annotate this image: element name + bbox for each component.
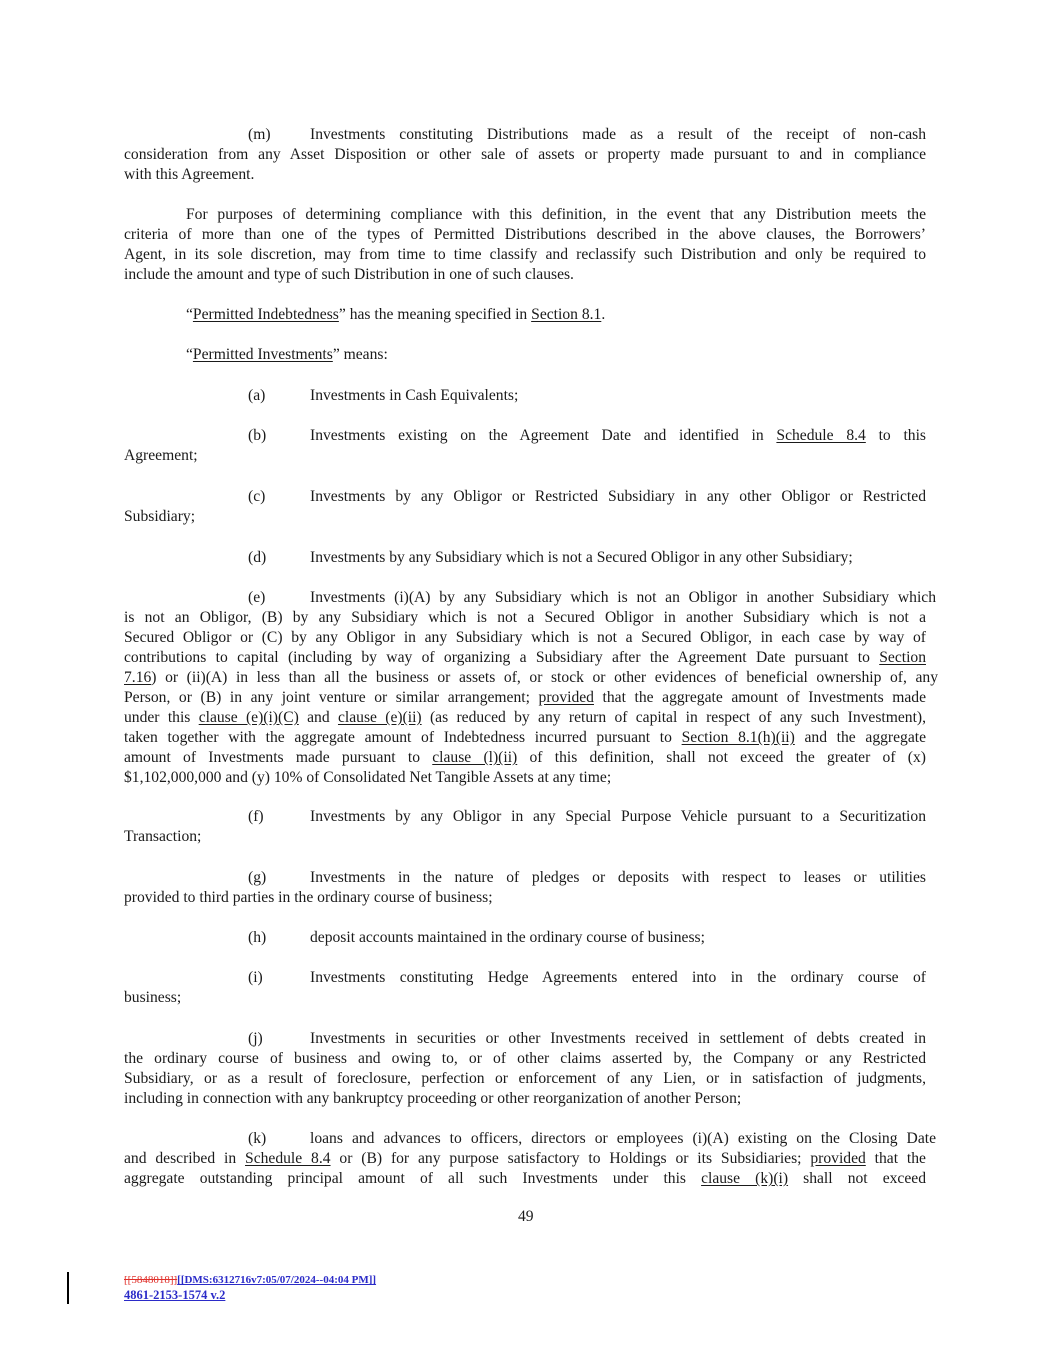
text: of this definition, shall not exceed the greater of (x): [517, 749, 926, 766]
inserted-doc-id: [[DMS:6312716v7:05/07/2024--04:04 PM]]: [177, 1274, 377, 1286]
defined-term: Permitted Investments: [192, 346, 333, 363]
text: and: [298, 709, 338, 726]
text: under this: [124, 709, 199, 726]
text: and described in: [124, 1150, 246, 1167]
text: amount of Investments made pursuant to: [124, 749, 433, 766]
footer-doc-id: [124, 1274, 376, 1286]
item-f-text: Investments by any Obligor in any Special Purpose Vehicle pursuant to a Securitization: [310, 808, 926, 825]
item-i-text: Investments constituting Hedge Agreements entered into in the ordinary course of: [310, 969, 926, 986]
deleted-doc-id: [[5848018]]: [124, 1274, 178, 1286]
schedule-reference[interactable]: Schedule 8.4: [245, 1150, 331, 1167]
provided-term: provided: [538, 689, 594, 706]
item-m-line: consideration from any Asset Disposition or other sale of assets or property made pursuant to and in compliance: [124, 146, 926, 163]
item-i-continuation: business;: [124, 989, 182, 1006]
item-c-label: (c): [248, 488, 266, 505]
permitted-investments-definition: [186, 345, 388, 365]
item-m-line: Investments constituting Distributions made as a result of the receipt of non-cash: [310, 126, 926, 143]
text: ) or (ii)(A) in less than all the business or assets of, or stock or other evidences of beneficial ownership of, any: [151, 669, 938, 686]
item-h-label: (h): [248, 929, 267, 946]
item-a-label: (a): [248, 387, 266, 404]
item-c-text: Investments by any Obligor or Restricted Subsidiary in any other Obligor or Restricted: [310, 488, 926, 505]
item-e-line: [124, 688, 926, 708]
item-f-label: (f): [248, 808, 264, 825]
defined-term: Permitted Indebtedness: [192, 306, 339, 323]
text: that the aggregate amount of Investments made: [593, 689, 926, 706]
text: Investments existing on the Agreement Date and identified in: [310, 427, 777, 444]
item-d-text: Investments by any Subsidiary which is not a Secured Obligor in any other Subsidiary;: [310, 549, 853, 566]
item-e-line: is not an Obligor, (B) by any Subsidiary which is not a Secured Obligor in another Subsidiary which is not a: [124, 609, 926, 626]
item-i-label: (i): [248, 969, 263, 986]
item-d-label: (d): [248, 549, 267, 566]
section-reference[interactable]: 7.16: [124, 669, 152, 686]
text: to this: [865, 427, 926, 444]
item-k-label: (k): [248, 1130, 267, 1147]
item-h-text: deposit accounts maintained in the ordinary course of business;: [310, 929, 705, 946]
clause-reference[interactable]: clause (e)(i)(C): [198, 709, 299, 726]
item-e-line: [124, 748, 926, 768]
quote: “: [186, 306, 193, 323]
item-k-line: loans and advances to officers, directors or employees (i)(A) existing on the Closing Date: [310, 1130, 936, 1147]
item-e-line: Secured Obligor or (C) by any Obligor in any Subsidiary which is not a Secured Obligor, in each case by way of: [124, 629, 926, 646]
item-c-continuation: Subsidiary;: [124, 508, 196, 525]
item-j-label: (j): [248, 1030, 263, 1047]
item-m-label: (m): [248, 126, 271, 143]
schedule-reference[interactable]: Schedule 8.4: [776, 427, 866, 444]
compliance-paragraph-line: include the amount and type of such Distribution in one of such clauses.: [124, 266, 574, 283]
quote: “: [186, 346, 193, 363]
provided-term: provided: [810, 1150, 866, 1167]
text: and the aggregate: [794, 729, 927, 746]
item-g-text: Investments in the nature of pledges or deposits with respect to leases or utilities: [310, 869, 926, 886]
section-reference[interactable]: Section: [879, 649, 926, 666]
compliance-paragraph-line: For purposes of determining compliance with this definition, in the event that any Distribution meets the: [186, 206, 926, 223]
item-e-line: [124, 708, 926, 728]
definition-text: ” has the meaning specified in: [338, 306, 532, 323]
item-m-line: with this Agreement.: [124, 166, 255, 183]
definition-text: ” means:: [332, 346, 388, 363]
footer-doc-number: 4861-2153-1574 v.2: [124, 1288, 226, 1302]
change-bar: [67, 1272, 69, 1304]
item-a-text: Investments in Cash Equivalents;: [310, 387, 519, 404]
item-e-line: Investments (i)(A) by any Subsidiary which is not an Obligor in another Subsidiary which: [310, 589, 936, 606]
clause-reference[interactable]: clause (e)(ii): [337, 709, 422, 726]
item-j-line: the ordinary course of business and owing to, or of other claims asserted by, the Company or any Restricted: [124, 1050, 926, 1067]
text: that the: [865, 1150, 926, 1167]
item-e-line: [124, 668, 938, 688]
item-e-line: [124, 648, 926, 668]
compliance-paragraph-line: Agent, in its sole discretion, may from time to time classify and reclassify such Distribution and only be required to: [124, 246, 926, 263]
item-f-continuation: Transaction;: [124, 828, 202, 845]
item-k-line: [124, 1169, 926, 1189]
item-j-line: including in connection with any bankruptcy proceeding or other reorganization of another Person;: [124, 1090, 742, 1107]
item-g-continuation: provided to third parties in the ordinary course of business;: [124, 889, 493, 906]
item-j-line: Subsidiary, or as a result of foreclosure, perfection or enforcement of any Lien, or in satisfaction of judgments,: [124, 1070, 926, 1087]
period: .: [601, 306, 606, 323]
item-b-label: (b): [248, 427, 267, 444]
section-reference[interactable]: Section 8.1(h)(ii): [681, 729, 795, 746]
permitted-indebtedness-definition: [186, 305, 605, 325]
page-number: 49: [518, 1208, 534, 1225]
text: aggregate outstanding principal amount of all such Investments under this: [124, 1170, 702, 1187]
item-b-continuation: Agreement;: [124, 447, 198, 464]
text: or (B) for any purpose satisfactory to Holdings or its Subsidiaries;: [330, 1150, 811, 1167]
item-g-label: (g): [248, 869, 267, 886]
text: shall not exceed: [788, 1170, 926, 1187]
text: Person, or (B) in any joint venture or similar arrangement;: [124, 689, 539, 706]
item-e-line: $1,102,000,000 and (y) 10% of Consolidated Net Tangible Assets at any time;: [124, 769, 612, 786]
item-k-line: [124, 1149, 926, 1169]
compliance-paragraph-line: criteria of more than one of the types of Permitted Distributions described in the above clauses, the Borrowers’: [124, 226, 926, 243]
section-reference[interactable]: Section 8.1: [531, 306, 602, 323]
clause-reference[interactable]: clause (l)(ii): [432, 749, 518, 766]
text: (as reduced by any return of capital in respect of any such Investment),: [421, 709, 927, 726]
clause-reference[interactable]: clause (k)(i): [701, 1170, 789, 1187]
item-e-line: [124, 728, 926, 748]
item-e-label: (e): [248, 589, 266, 606]
item-j-line: Investments in securities or other Investments received in settlement of debts created in: [310, 1030, 926, 1047]
text: contributions to capital (including by way of organizing a Subsidiary after the Agreement Date pursuant to: [124, 649, 880, 666]
text: taken together with the aggregate amount of Indebtedness incurred pursuant to: [124, 729, 682, 746]
item-b-text: [310, 426, 926, 446]
